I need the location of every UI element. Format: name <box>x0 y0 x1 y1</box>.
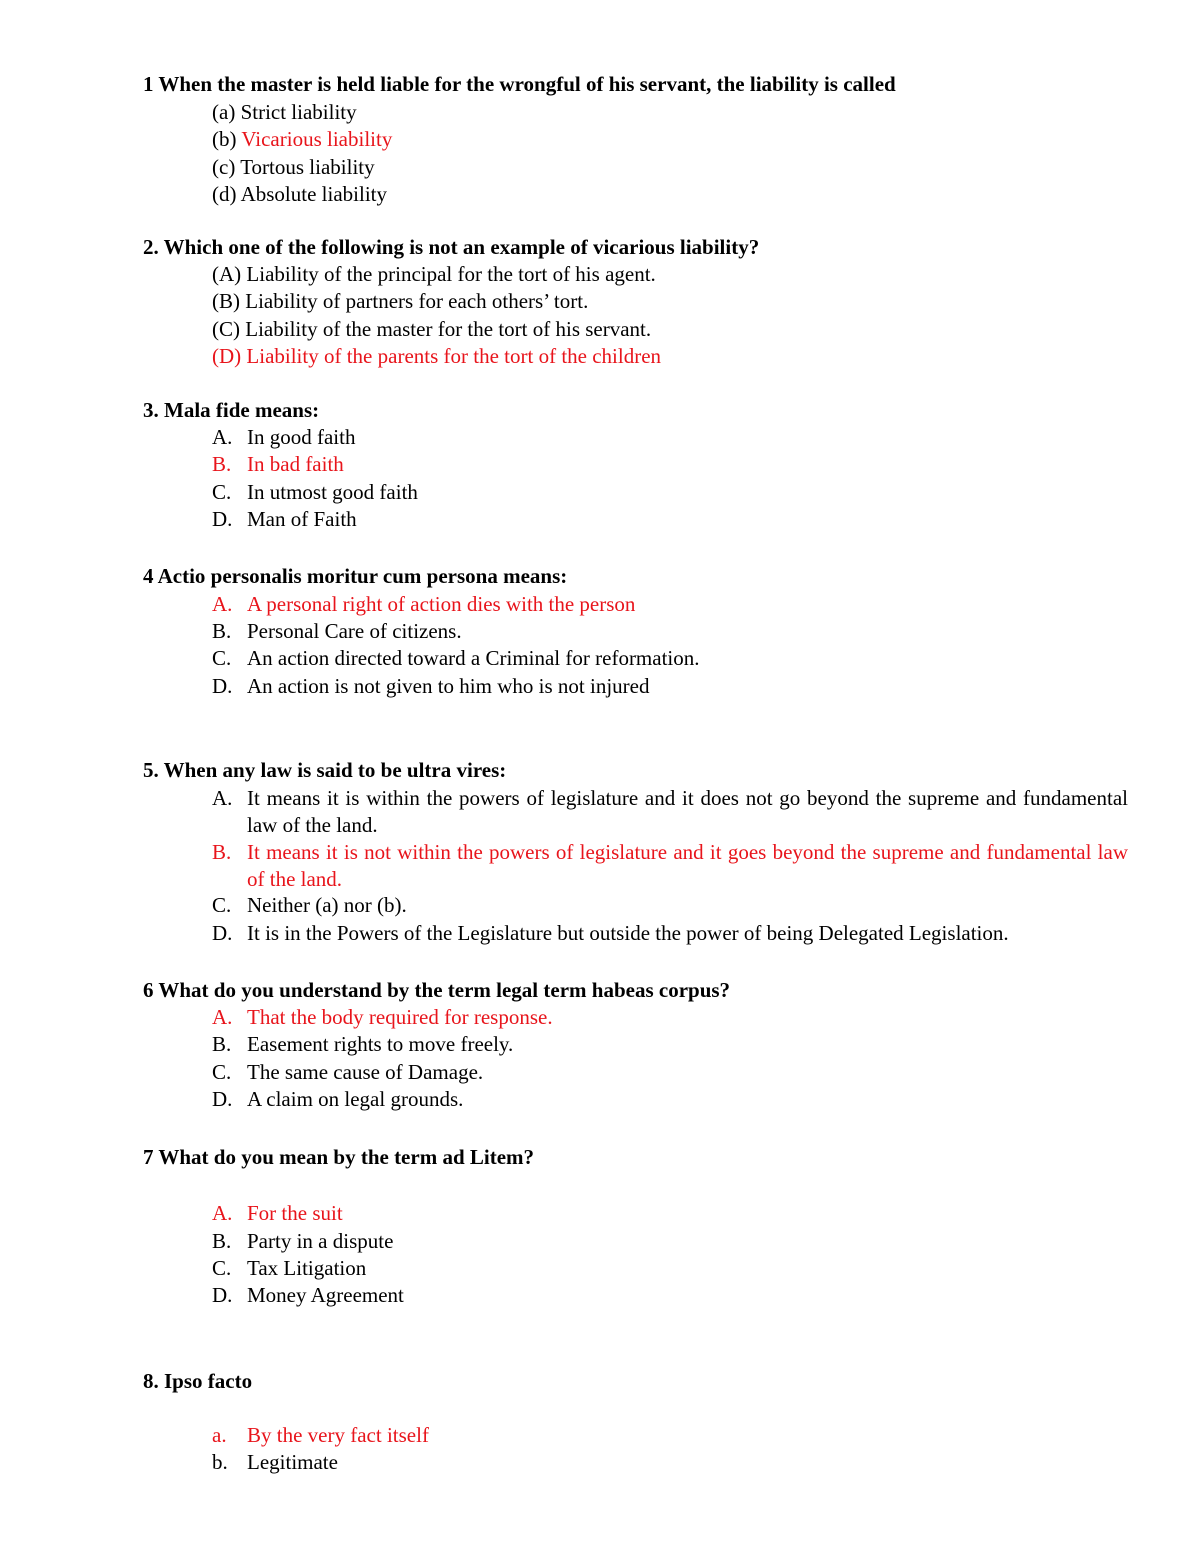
option-text: Party in a dispute <box>247 1229 394 1253</box>
option-text: In utmost good faith <box>247 480 418 504</box>
option-marker: D. <box>212 921 233 945</box>
question-3: 3. Mala fide means: <box>143 398 320 422</box>
option-marker: (c) <box>212 155 241 179</box>
option-text: An action directed toward a Criminal for reformation. <box>247 646 700 670</box>
option-marker: D. <box>212 674 233 698</box>
option-marker: A. <box>212 592 233 616</box>
option-5d <box>212 921 1009 945</box>
option-marker: (a) <box>212 100 241 124</box>
option-text: Neither (a) nor (b). <box>247 893 407 917</box>
option-3a <box>212 425 355 449</box>
option-text: A personal right of action dies with the person <box>247 592 636 616</box>
option-5c <box>212 893 407 917</box>
option-marker: C. <box>212 1060 232 1084</box>
option-marker: D. <box>212 1087 233 1111</box>
option-6a-correct <box>212 1005 553 1029</box>
option-marker: (d) <box>212 182 241 206</box>
question-5: 5. When any law is said to be ultra vires: <box>143 758 507 782</box>
option-6c <box>212 1060 483 1084</box>
option-marker: B. <box>212 1229 232 1253</box>
option-text: It means it is not within the powers of legislature and it goes beyond the supreme and fundamental law of the land. <box>247 840 1128 891</box>
option-text: Money Agreement <box>247 1283 404 1307</box>
option-4d <box>212 674 649 698</box>
question-2: 2. Which one of the following is not an example of vicarious liability? <box>143 235 760 259</box>
option-text: The same cause of Damage. <box>247 1060 484 1084</box>
option-marker: B. <box>212 452 232 476</box>
option-6b <box>212 1032 513 1056</box>
option-2b <box>212 289 588 313</box>
option-text: Personal Care of citizens. <box>247 619 462 643</box>
option-text: Absolute liability <box>240 182 387 206</box>
option-text: For the suit <box>247 1201 343 1225</box>
question-8: 8. Ipso facto <box>143 1369 253 1393</box>
option-marker: A. <box>212 1201 233 1225</box>
option-1b-correct <box>212 127 392 151</box>
option-text: Easement rights to move freely. <box>247 1032 514 1056</box>
option-5a <box>212 785 1128 839</box>
option-7a-correct <box>212 1201 343 1225</box>
option-2a <box>212 262 656 286</box>
option-marker: C. <box>212 646 232 670</box>
option-text: Strict liability <box>240 100 357 124</box>
option-marker: (A) <box>212 262 247 286</box>
option-marker: C. <box>212 480 232 504</box>
question-1: 1 When the master is held liable for the wrongful of his servant, the liability is called <box>143 72 896 96</box>
option-marker: A. <box>212 425 233 449</box>
option-2c <box>212 317 651 341</box>
option-marker: C. <box>212 893 232 917</box>
option-marker: A. <box>212 1005 233 1029</box>
option-text: It means it is within the powers of legislature and it does not go beyond the supreme and fundamental law of the land. <box>247 786 1128 837</box>
option-text: That the body required for response. <box>247 1005 553 1029</box>
option-2d-correct <box>212 344 661 368</box>
option-text: Tortous liability <box>240 155 375 179</box>
option-8b <box>212 1450 338 1474</box>
option-1a <box>212 100 357 124</box>
option-7b <box>212 1229 393 1253</box>
option-text: Liability of the parents for the tort of the children <box>246 344 662 368</box>
option-text: Liability of partners for each others’ tort. <box>245 289 589 313</box>
option-marker: b. <box>212 1450 228 1474</box>
option-6d <box>212 1087 463 1111</box>
option-marker: B. <box>212 1032 232 1056</box>
question-4: 4 Actio personalis moritur cum persona means: <box>143 564 568 588</box>
option-text: Liability of the master for the tort of his servant. <box>245 317 652 341</box>
option-marker: B. <box>212 840 232 864</box>
option-text: Legitimate <box>247 1450 338 1474</box>
option-4c <box>212 646 700 670</box>
option-text: In bad faith <box>247 452 344 476</box>
option-text: In good faith <box>247 425 356 449</box>
option-text: Liability of the principal for the tort of his agent. <box>246 262 656 286</box>
option-marker: (b) <box>212 127 242 151</box>
option-marker: (D) <box>212 344 247 368</box>
option-7c <box>212 1256 366 1280</box>
option-text: Tax Litigation <box>247 1256 367 1280</box>
option-marker: (C) <box>212 317 246 341</box>
option-5b-correct <box>212 839 1128 893</box>
option-4b <box>212 619 462 643</box>
option-text: Man of Faith <box>247 507 357 531</box>
option-marker: B. <box>212 619 232 643</box>
option-1c <box>212 155 375 179</box>
option-text: By the very fact itself <box>247 1423 429 1447</box>
question-6: 6 What do you understand by the term legal term habeas corpus? <box>143 978 731 1002</box>
option-marker: C. <box>212 1256 232 1280</box>
option-marker: D. <box>212 1283 233 1307</box>
question-7: 7 What do you mean by the term ad Litem? <box>143 1145 535 1169</box>
option-text: It is in the Powers of the Legislature but outside the power of being Delegated Legislation. <box>247 921 1009 945</box>
option-4a-correct <box>212 592 635 616</box>
option-text: Vicarious liability <box>241 127 393 151</box>
option-3d <box>212 507 357 531</box>
option-marker: D. <box>212 507 233 531</box>
option-marker: A. <box>212 786 233 810</box>
option-7d <box>212 1283 404 1307</box>
option-text: An action is not given to him who is not injured <box>247 674 650 698</box>
option-3c <box>212 480 418 504</box>
option-text: A claim on legal grounds. <box>247 1087 464 1111</box>
option-8a-correct <box>212 1423 429 1447</box>
option-1d <box>212 182 387 206</box>
option-marker: a. <box>212 1423 227 1447</box>
option-3b-correct <box>212 452 344 476</box>
option-marker: (B) <box>212 289 246 313</box>
